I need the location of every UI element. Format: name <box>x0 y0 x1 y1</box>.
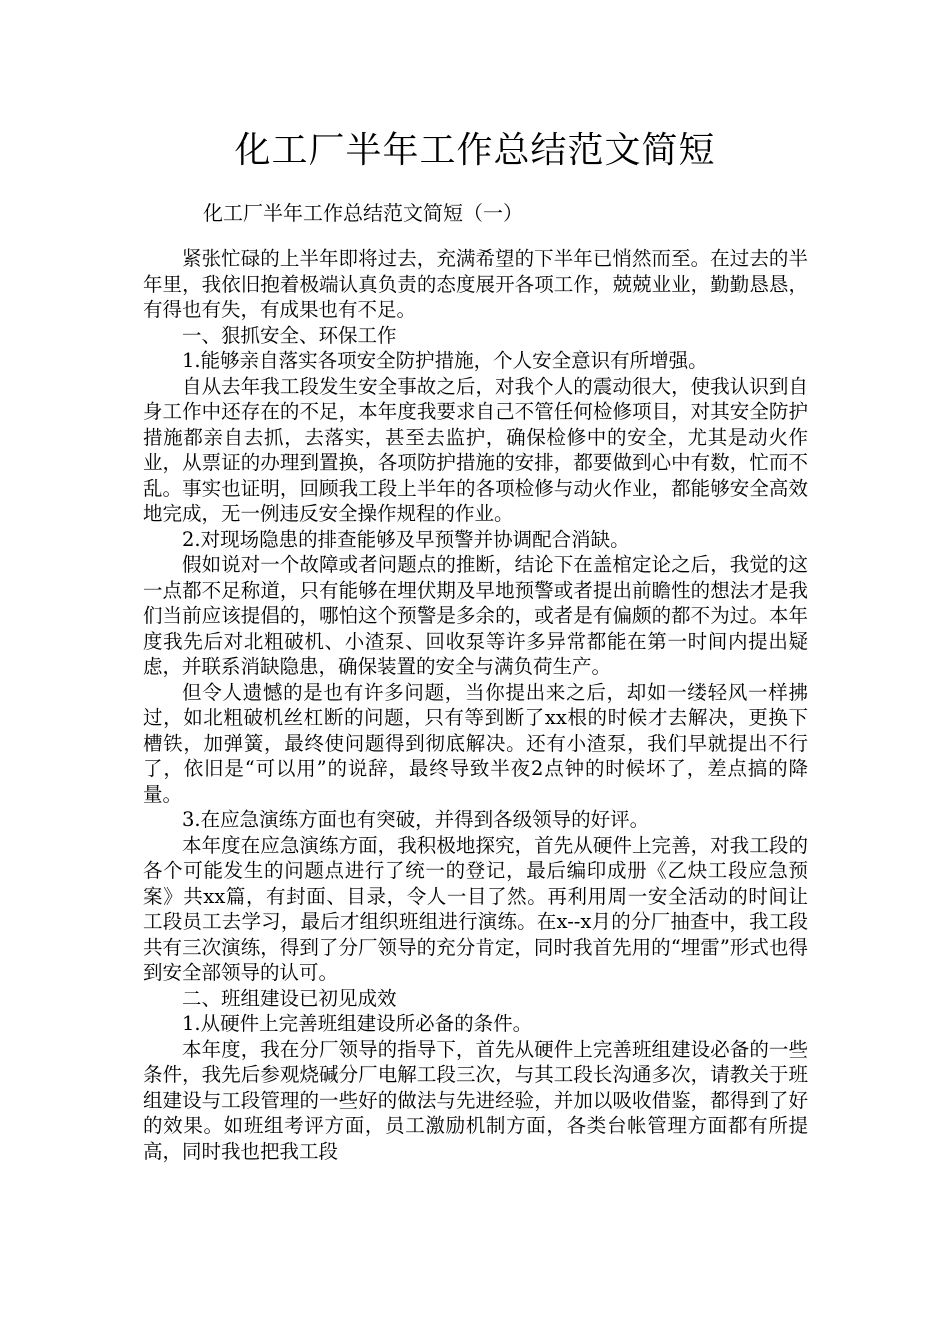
paragraph-emergency-drill: 本年度在应急演练方面，我积极地探究，首先从硬件上完善，对我工段的各个可能发生的问题点进行了统一的登记，最后编印成册《乙炔工段应急预案》共xx篇，有封面、目录，令人一目了然。再利用周一安全活动的时间让工段员工去学习，最后才组织班组进行演练。在x--x月的分厂抽查中，我工段共有三次演练，得到了分厂领导的充分肯定，同时我首先用的“埋雷”形式也得到安全部领导的认可。 <box>143 833 808 984</box>
document-subtitle: 化工厂半年工作总结范文简短（一） <box>203 201 523 225</box>
paragraph-safety-measures: 自从去年我工段发生安全事故之后，对我个人的震动很大，使我认识到自身工作中还存在的不足，本年度我要求自己不管任何检修项目，对其安全防护措施都亲自去抓，去落实，甚至去监护，确保检修中的安全，尤其是动火作业，从票证的办理到置换，各项防护措施的安排，都要做到心中有数，忙而不乱。事实也证明，回顾我工段上半年的各项检修与动火作业，都能够安全高效地完成，无一例违反安全操作规程的作业。 <box>143 374 808 525</box>
subheading-hardware: 1.从硬件上完善班组建设所必备的条件。 <box>182 1012 533 1035</box>
paragraph-regrets: 但令人遗憾的是也有许多问题，当你提出来之后，却如一缕轻风一样拂过，如北粗破机丝杠断的问题，只有等到断了xx根的时候才去解决，更换下槽铁，加弹簧，最终使问题得到彻底解决。还有小渣泵，我们早就提出不行了，依旧是“可以用”的说辞，最终导致半夜2点钟的时候坏了，差点搞的降量。 <box>143 680 808 806</box>
document-title: 化工厂半年工作总结范文简短 <box>234 130 716 171</box>
paragraph-hazard-warning: 假如说对一个故障或者问题点的推断，结论下在盖棺定论之后，我觉的这一点都不足称道，只有能够在埋伏期及早地预警或者提出前瞻性的想法才是我们当前应该提倡的，哪怕这个预警是多余的，或者是有偏颇的都不为过。本年度我先后对北粗破机、小渣泵、回收泵等许多异常都能在第一时间内提出疑虑，并联系消缺隐患，确保装置的安全与满负荷生产。 <box>143 553 808 678</box>
document-body <box>143 246 808 1164</box>
section-heading-team-building: 二、班组建设已初见成效 <box>182 986 397 1010</box>
section-heading-safety: 一、狠抓安全、环保工作 <box>182 323 397 347</box>
subheading-safety-measures: 1.能够亲自落实各项安全防护措施，个人安全意识有所增强。 <box>182 349 708 372</box>
paragraph-intro: 紧张忙碌的上半年即将过去，充满希望的下半年已悄然而至。在过去的半年里，我依旧抱着极端认真负责的态度展开各项工作，兢兢业业，勤勤恳恳，有得也有失，有成果也有不足。 <box>143 247 808 321</box>
paragraph-hardware: 本年度，我在分厂领导的指导下，首先从硬件上完善班组建设必备的一些条件，我先后参观烧碱分厂电解工段三次，与其工段长沟通多次，请教关于班组建设与工段管理的一些好的做法与先进经验，并加以吸收借鉴，都得到了好的效果。如班组考评方面，员工激励机制方面，各类台帐管理方面都有所提高，同时我也把我工段 <box>143 1037 808 1163</box>
subheading-emergency-drill: 3.在应急演练方面也有突破，并得到各级领导的好评。 <box>182 808 650 831</box>
subheading-hazard-warning: 2.对现场隐患的排查能够及早预警并协调配合消缺。 <box>182 527 630 551</box>
